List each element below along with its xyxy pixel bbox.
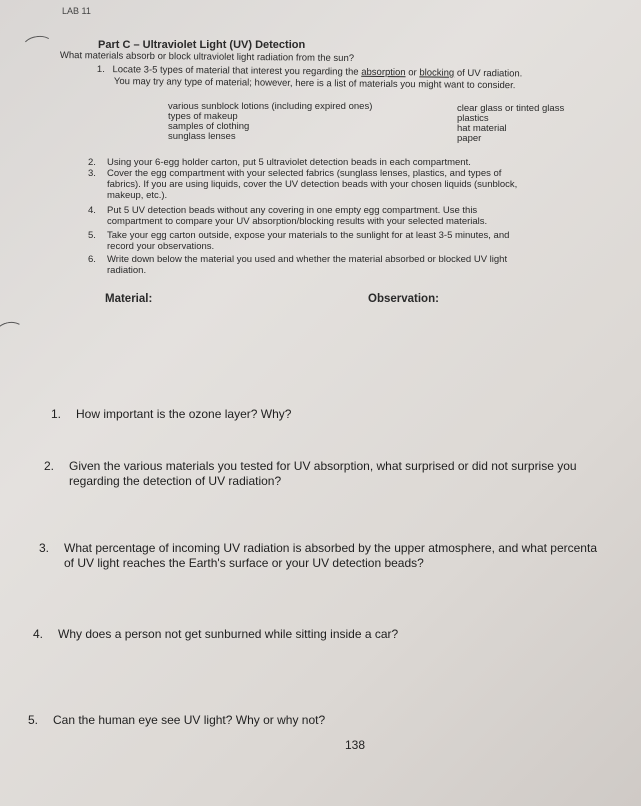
step-line: compartment to compare your UV absorption/blocking results with your selected materials. [107, 216, 488, 227]
step-2 [88, 157, 471, 168]
step-1-line-2: You may try any type of material; however, here is a list of materials you might want to consider. [113, 76, 516, 92]
step-line: makeup, etc.). [107, 190, 168, 201]
question-number: 1. [51, 407, 62, 421]
materials-right-column [457, 104, 564, 144]
material-item: types of makeup [168, 111, 238, 122]
step-number: 5. [88, 230, 96, 241]
step-1-blocking: blocking [419, 67, 455, 79]
step-line: Using your 6-egg holder carton, put 5 ultraviolet detection beads in each compartment. [107, 157, 471, 168]
step-line: radiation. [107, 265, 147, 276]
question-5 [28, 713, 325, 728]
material-item: sunglass lenses [168, 131, 236, 142]
step-line: Write down below the material you used and whether the material absorbed or blocked UV light [107, 254, 508, 265]
step-number: 2. [88, 157, 96, 168]
material-item: various sunblock lotions (including expired ones) [168, 101, 373, 112]
step-3 [88, 168, 517, 201]
step-1-text-a: Locate 3-5 types of material that interest you regarding the [112, 64, 362, 78]
materials-left-column [168, 102, 372, 142]
step-line: Cover the egg compartment with your selected fabrics (sunglass lenses, plastics, and types of [107, 168, 502, 179]
material-item: clear glass or tinted glass [457, 103, 565, 114]
question-line: Given the various materials you tested for UV absorption, what surprised or did not surprise you [69, 459, 577, 473]
step-1-text-c: of UV radiation. [454, 67, 523, 80]
question-line: Can the human eye see UV light? Why or why not? [53, 713, 326, 727]
material-item: hat material [457, 123, 507, 134]
question-number: 2. [44, 459, 55, 473]
question-4 [33, 627, 398, 642]
step-1-absorption: absorption [361, 66, 406, 79]
question-1 [51, 407, 291, 422]
question-line: regarding the detection of UV radiation? [69, 474, 282, 488]
question-line: of UV light reaches the Earth's surface or your UV detection beads? [64, 556, 424, 570]
question-3 [39, 541, 597, 571]
intro-question: What materials absorb or block ultraviolet light radiation from the sun? [59, 50, 355, 65]
material-item: plastics [457, 113, 489, 124]
lab-label: LAB 11 [62, 6, 91, 16]
observation-header: Observation: [368, 293, 439, 305]
step-5 [88, 230, 509, 252]
step-line: record your observations. [107, 241, 215, 252]
question-line: What percentage of incoming UV radiation is absorbed by the upper atmosphere, and what percenta [64, 541, 597, 555]
step-number: 3. [88, 168, 96, 179]
step-number: 4. [88, 205, 96, 216]
step-6 [88, 254, 507, 276]
page-number: 138 [345, 738, 366, 752]
question-number: 5. [28, 713, 39, 727]
margin-arc-middle [0, 319, 28, 351]
step-1-text-b: or [405, 67, 420, 79]
material-item: paper [457, 133, 482, 144]
material-header: Material: [105, 293, 153, 305]
margin-arc-top [21, 34, 56, 60]
step-line: fabrics). If you are using liquids, cover the UV detection beads with your chosen liquids (sunblock, [107, 179, 518, 190]
part-title: Part C – Ultraviolet Light (UV) Detection [98, 39, 306, 51]
step-4 [88, 205, 487, 227]
step-line: Take your egg carton outside, expose your materials to the sunlight for at least 3-5 minutes, and [107, 230, 510, 241]
material-item: samples of clothing [168, 121, 250, 132]
question-line: How important is the ozone layer? Why? [76, 407, 292, 421]
step-1-number: 1. [96, 64, 105, 76]
question-2 [44, 459, 577, 489]
question-number: 4. [33, 627, 44, 641]
step-line: Put 5 UV detection beads without any covering in one empty egg compartment. Use this [107, 205, 478, 216]
step-number: 6. [88, 254, 96, 265]
question-number: 3. [39, 541, 50, 555]
question-line: Why does a person not get sunburned while sitting inside a car? [58, 627, 399, 641]
